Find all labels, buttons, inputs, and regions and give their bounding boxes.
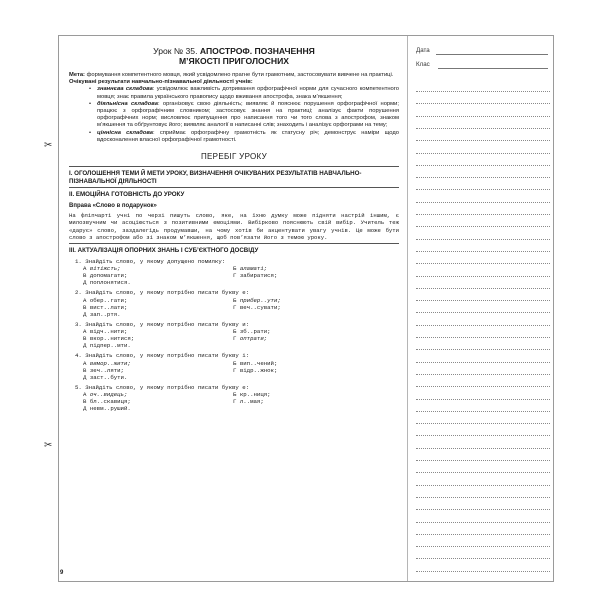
note-line [416,288,550,289]
note-line [416,558,550,559]
option-letter: Д [83,373,87,381]
note-line [416,522,550,523]
answer-option[interactable] [83,328,233,335]
answer-option[interactable] [233,335,383,342]
option-letter: А [83,328,87,336]
date-label: Дата [416,47,430,54]
note-line [416,325,550,326]
option-word: веч..сувати; [239,303,281,311]
option-letter: В [83,398,87,406]
goal-label: Мета: [69,72,85,78]
option-word: вимор..жити; [89,359,131,367]
option-word: зеч..ляти; [89,366,124,374]
answer-option[interactable] [83,311,233,318]
answer-option[interactable] [233,272,383,279]
note-line [416,226,550,227]
note-line [416,534,550,535]
option-letter: Г [233,303,237,311]
note-line [416,177,550,178]
results-list [69,86,399,144]
option-word: відр..жнок; [239,366,278,374]
answer-option[interactable] [233,391,383,398]
note-line [416,276,550,277]
option-word: вітіжсть; [89,265,121,273]
course-heading: ПЕРЕБІГ УРОКУ [201,152,267,162]
note-line [416,374,550,375]
question-item [69,321,399,349]
answer-option[interactable] [83,405,233,412]
page-number: 9 [60,570,64,576]
option-letter: Д [83,310,87,318]
option-letter: В [83,272,87,280]
lesson-goal [69,72,399,79]
note-line [416,386,550,387]
option-word: заст..бути. [89,373,128,381]
option-letter: А [83,296,87,304]
lesson-prefix: Урок № 35. [153,46,198,56]
scissors-icon: ✂ [44,140,53,151]
note-line [416,497,550,498]
result-item: • ціннісна складова: сприймає орфографічну грамотність як статусну річ; демонструє наміри щодо вдосконалення власної орфографічної грамотності. [97,130,399,144]
exercise-title: Вправа «Слово в подарунок» [69,202,157,209]
section-3-heading: ІІІ. АКТУАЛІЗАЦІЯ ОПОРНИХ ЗНАНЬ І СУБ’ЄКТНОГО ДОСВІДУ [69,247,259,255]
lesson-content [69,44,399,412]
option-word: допомагати; [89,272,128,280]
class-label: Клас [416,61,430,68]
note-line [416,411,550,412]
option-letter: Д [83,342,87,350]
section-1-heading: І. ОГОЛОШЕННЯ ТЕМИ Й МЕТИ УРОКУ, ВИЗНАЧЕННЯ ОЧІКУВАНИХ РЕЗУЛЬТАТІВ НАВЧАЛЬНО-ПІЗНАВАЛЬНОЇ ДІЯЛЬНОСТІ [69,170,362,185]
answer-option[interactable] [233,265,383,272]
note-line [416,337,550,338]
question-text: 1. Знайдіть слово, у якому допущено помилку: [75,258,226,266]
option-letter: А [83,391,87,399]
option-word: оптрати; [239,335,268,343]
note-line [416,263,550,264]
date-field-line[interactable] [436,54,548,55]
note-line [416,189,550,190]
answer-option[interactable] [233,367,383,374]
answer-options [69,328,399,349]
answer-option[interactable] [83,374,233,381]
question-item [69,384,399,412]
option-word: оч..видець; [89,391,128,399]
option-word: прибер..ути; [239,296,281,304]
lesson-title [69,46,399,66]
answer-options [69,265,399,286]
option-word: вкор..нитися; [89,335,135,343]
worksheet-page [58,35,554,582]
option-letter: Г [233,366,237,374]
note-line [416,202,550,203]
title-line2: М’ЯКОСТІ ПРИГОЛОСНИХ [178,56,290,66]
question-text: 4. Знайдіть слово, у якому потрібно писати букву і: [75,352,250,360]
option-letter: Б [233,296,237,304]
option-word: забиратися; [239,272,278,280]
note-line [416,448,550,449]
notes-column [407,36,554,581]
answer-option[interactable] [83,398,233,405]
question-item [69,352,399,380]
answer-options [69,360,399,381]
section-divider [69,166,399,167]
question-text: 2. Знайдіть слово, у якому потрібно писати букву е: [75,289,250,297]
option-word: л..мая; [239,398,264,406]
answer-option[interactable] [233,398,383,405]
option-word: обер..гати; [89,296,128,304]
note-line [416,485,550,486]
section-divider [69,187,399,188]
option-letter: Б [233,391,237,399]
answer-option[interactable] [233,297,383,304]
answer-options [69,391,399,412]
note-line [416,103,550,104]
section-2-heading: ІІ. ЕМОЦІЙНА ГОТОВНІСТЬ ДО УРОКУ [69,191,185,199]
answer-option[interactable] [83,342,233,349]
option-letter: Б [233,328,237,336]
scissors-icon: ✂ [44,440,53,451]
goal-text: формування компетентного мовця, який усвідомлено прагне бути грамотним, застосовувати вивчене на практиці. [86,72,394,78]
option-word: невм..руший. [89,405,131,413]
option-letter: Г [233,398,237,406]
option-word: поплонятися. [89,279,131,287]
option-word: зб..рати; [239,328,271,336]
question-item [69,258,399,286]
option-word: зап..ртя. [89,310,121,318]
note-line [416,251,550,252]
answer-option[interactable] [83,304,233,311]
option-letter: В [83,335,87,343]
option-word: відч..нити; [89,328,128,336]
option-word: вист..лати; [89,303,128,311]
option-letter: В [83,366,87,374]
question-text: 3. Знайдіть слово, у якому потрібно писати букву и: [75,320,250,328]
answer-option[interactable] [83,367,233,374]
answer-option[interactable] [233,360,383,367]
answer-option[interactable] [83,391,233,398]
note-line [416,399,550,400]
option-letter: А [83,265,87,273]
exercise-text: На фліпчарті учні по черзі пишуть слово, яке, на їхню думку може підняти настрій іншим, є милозвучним чи асоціюється з позитивними емоціями. Вибірково пояснюють свій вибір. Учитель теж «дарує» слово, заздалегідь продумавши, на чому хотів би акцентувати увагу учнів. Це може бути слово з апострофом або зі знаком м’якшення, щоб пов’язати його з темою уроку. [69,211,399,242]
answer-option[interactable] [83,272,233,279]
question-text: 5. Знайдіть слово, у якому потрібно писати букву е: [75,383,250,391]
answer-option[interactable] [83,279,233,286]
note-line [416,571,550,572]
option-letter: Б [233,265,237,273]
note-line [416,435,550,436]
question-list [69,258,399,412]
option-letter: В [83,303,87,311]
note-line [416,362,550,363]
note-line [416,140,550,141]
note-line [416,153,550,154]
option-letter: Г [233,335,237,343]
question-item [69,289,399,317]
note-line [416,214,550,215]
note-line [416,460,550,461]
option-word: аламаті; [239,265,268,273]
option-letter: Д [83,405,87,413]
option-letter: Б [233,359,237,367]
option-letter: А [83,359,87,367]
answer-option[interactable] [233,328,383,335]
class-field-line[interactable] [438,68,548,69]
answer-option[interactable] [83,297,233,304]
option-letter: Д [83,279,87,287]
note-line [416,349,550,350]
option-word: вип..чений; [239,359,278,367]
note-line [416,91,550,92]
option-word: підпер..мти. [89,342,131,350]
note-line [416,312,550,313]
answer-options [69,297,399,318]
answer-option[interactable] [83,335,233,342]
note-line [416,128,550,129]
result-item: • знаннєва складова: усвідомлює важливість дотримання орфографічної норми для сучасного компетентного мовця; знає правила українського правопису щодо вживання апострофа, знака м’якшення; [97,86,399,100]
option-word: бл..скавиця; [89,398,131,406]
result-item: • діяльнісна складова: організовує свою діяльність; виявляє й пояснює порушення орфографічної норми; працює з орфографічним словником; застосовує знання на практиці; аналізує факти порушення орфографічних норм; висловлює припущення про написання того чи того слова з апострофом, знаком м’якшення та обґрунтовує його; виявляє аналогії в написанні слів; знаходить і аналізує орфограми на тему; [97,101,399,130]
note-line [416,423,550,424]
title-line1: АПОСТРОФ. ПОЗНАЧЕННЯ [199,46,315,56]
note-line [416,472,550,473]
results-heading: Очікувані результати навчально-пізнавальної діяльності учнів: [69,79,253,86]
note-line [416,300,550,301]
answer-option[interactable] [83,360,233,367]
option-letter: Г [233,272,237,280]
note-line [416,509,550,510]
note-line [416,239,550,240]
note-line [416,116,550,117]
note-line [416,165,550,166]
option-word: кр..ниця; [239,391,271,399]
section-divider [69,243,399,244]
answer-option[interactable] [233,304,383,311]
note-line [416,546,550,547]
answer-option[interactable] [83,265,233,272]
